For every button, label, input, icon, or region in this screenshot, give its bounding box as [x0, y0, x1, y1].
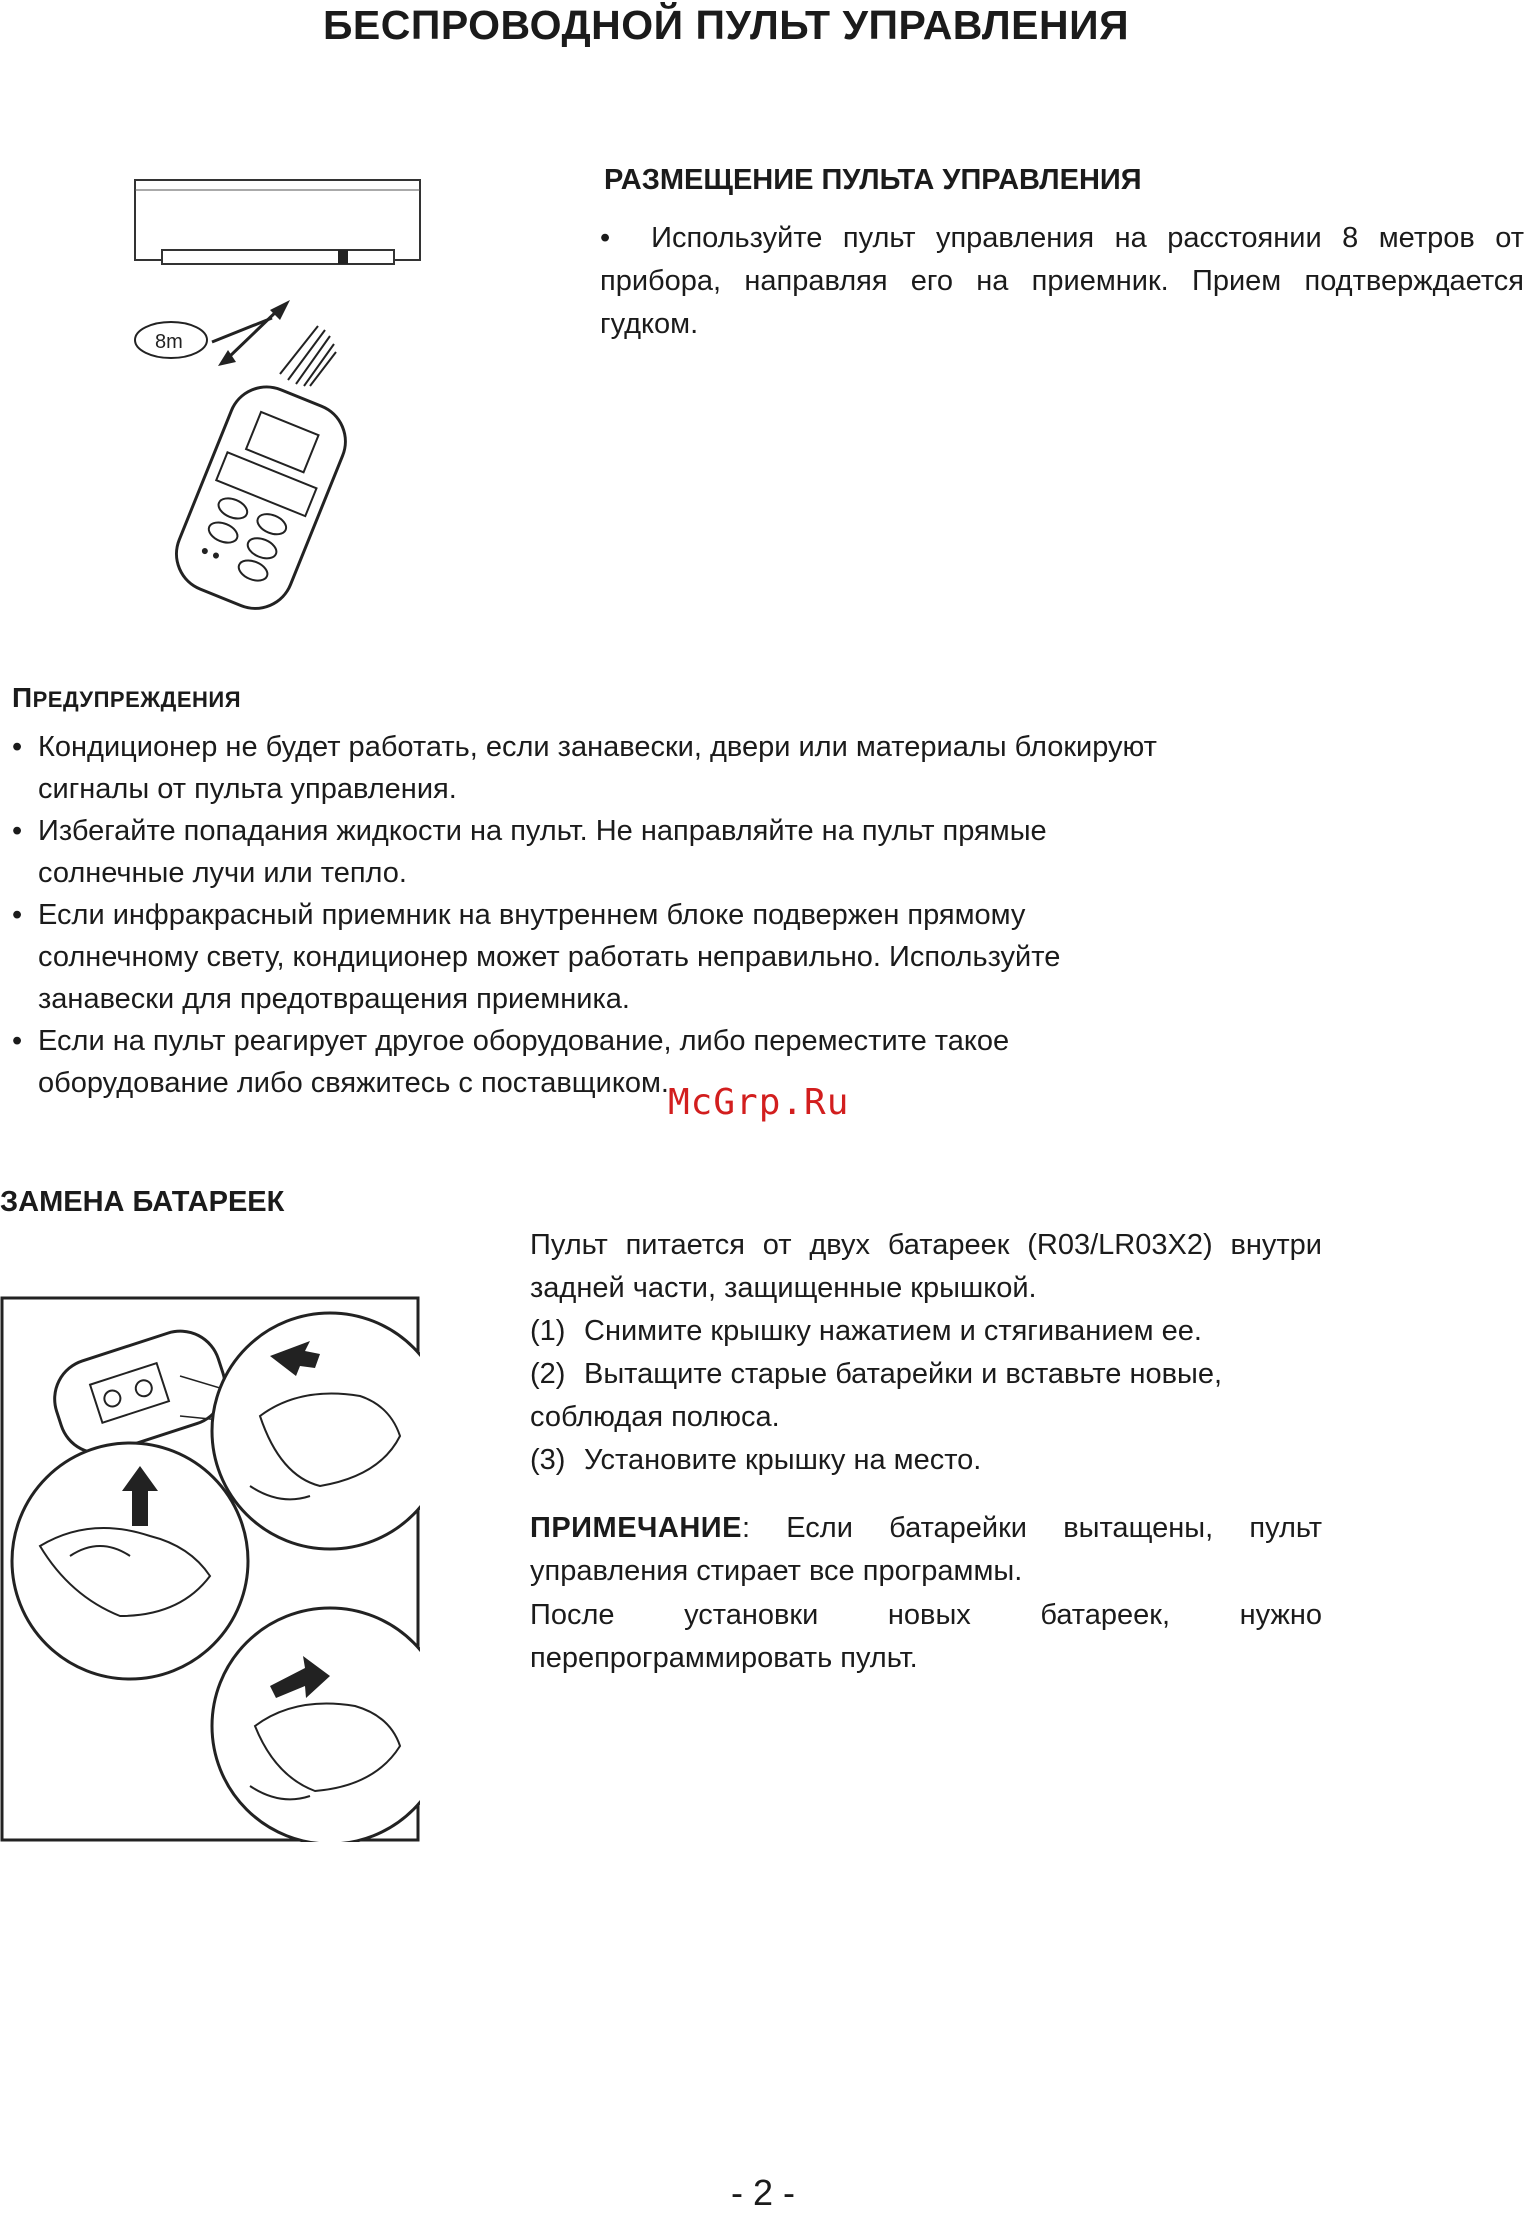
step-number: (1) [530, 1315, 566, 1347]
battery-replacement-illustration [0, 1296, 420, 1842]
batteries-intro: Пульт питается от двух батареек (R03/LR03X2) внутри задней части, защищенные крышкой. [530, 1229, 1322, 1304]
page-number: - 2 - [730, 2172, 795, 2213]
placement-heading: РАЗМЕЩЕНИЕ ПУЛЬТА УПРАВЛЕНИЯ [604, 164, 1142, 196]
warnings-list [12, 726, 1162, 1104]
step-text: Снимите крышку нажатием и стягиванием ее. [584, 1315, 1202, 1347]
note-label: ПРИМЕЧАНИЕ [530, 1512, 742, 1544]
note-text: : Если батарейки вытащены, пульт управления стирает все программы. [530, 1512, 1322, 1587]
list-item: • Если на пульт реагирует другое оборудование, либо переместите такое оборудование либо свяжитесь с поставщиком. [12, 1020, 1162, 1104]
step-item [530, 1353, 1330, 1396]
warnings-heading [12, 682, 241, 714]
battery-note-second: После установки новых батареек, нужно перепрограммировать пульт. [530, 1599, 1322, 1674]
battery-steps-drawing [0, 1296, 420, 1842]
step-item [530, 1310, 1330, 1353]
page-title: БЕСПРОВОДНОЙ ПУЛЬТ УПРАВЛЕНИЯ [322, 2, 1130, 48]
warnings-heading-first-letter: П [12, 682, 33, 713]
warnings-heading-rest: РЕДУПРЕЖДЕНИЯ [32, 687, 242, 712]
list-item: • Если инфракрасный приемник на внутреннем блоке подвержен прямому солнечному свету, кондиционер может работать неправильно. Используйте занавески для предотвращения приемника. [12, 894, 1162, 1020]
step-text: Установите крышку на место. [584, 1444, 982, 1476]
step-number: (3) [530, 1444, 566, 1476]
bullet: • [600, 222, 652, 254]
step-number: (2) [530, 1358, 566, 1390]
step-text: соблюдая полюса. [530, 1401, 780, 1433]
battery-steps [530, 1310, 1330, 1482]
battery-note [530, 1507, 1322, 1593]
list-item: • Избегайте попадания жидкости на пульт. Не направляйте на пульт прямые солнечные лучи или тепло. [12, 810, 1162, 894]
step-item [530, 1439, 1330, 1482]
distance-label: 8m [155, 331, 183, 353]
list-item: • Кондиционер не будет работать, если занавески, двери или материалы блокируют сигналы от пульта управления. [12, 726, 1162, 810]
watermark: McGrp.Ru [668, 1082, 850, 1123]
placement-paragraph: Используйте пульт управления на расстоянии 8 метров от прибора, направляя его на приемник. Прием подтверждается гудком. [600, 222, 1524, 340]
placement-text [600, 217, 1524, 346]
batteries-heading: ЗАМЕНА БАТАРЕЕК [0, 1186, 285, 1218]
step-item [530, 1396, 1330, 1439]
step-text: Вытащите старые батарейки и вставьте новые, [584, 1358, 1223, 1390]
remote-placement-illustration [120, 170, 450, 610]
indoor-unit-and-remote-drawing [120, 170, 450, 610]
